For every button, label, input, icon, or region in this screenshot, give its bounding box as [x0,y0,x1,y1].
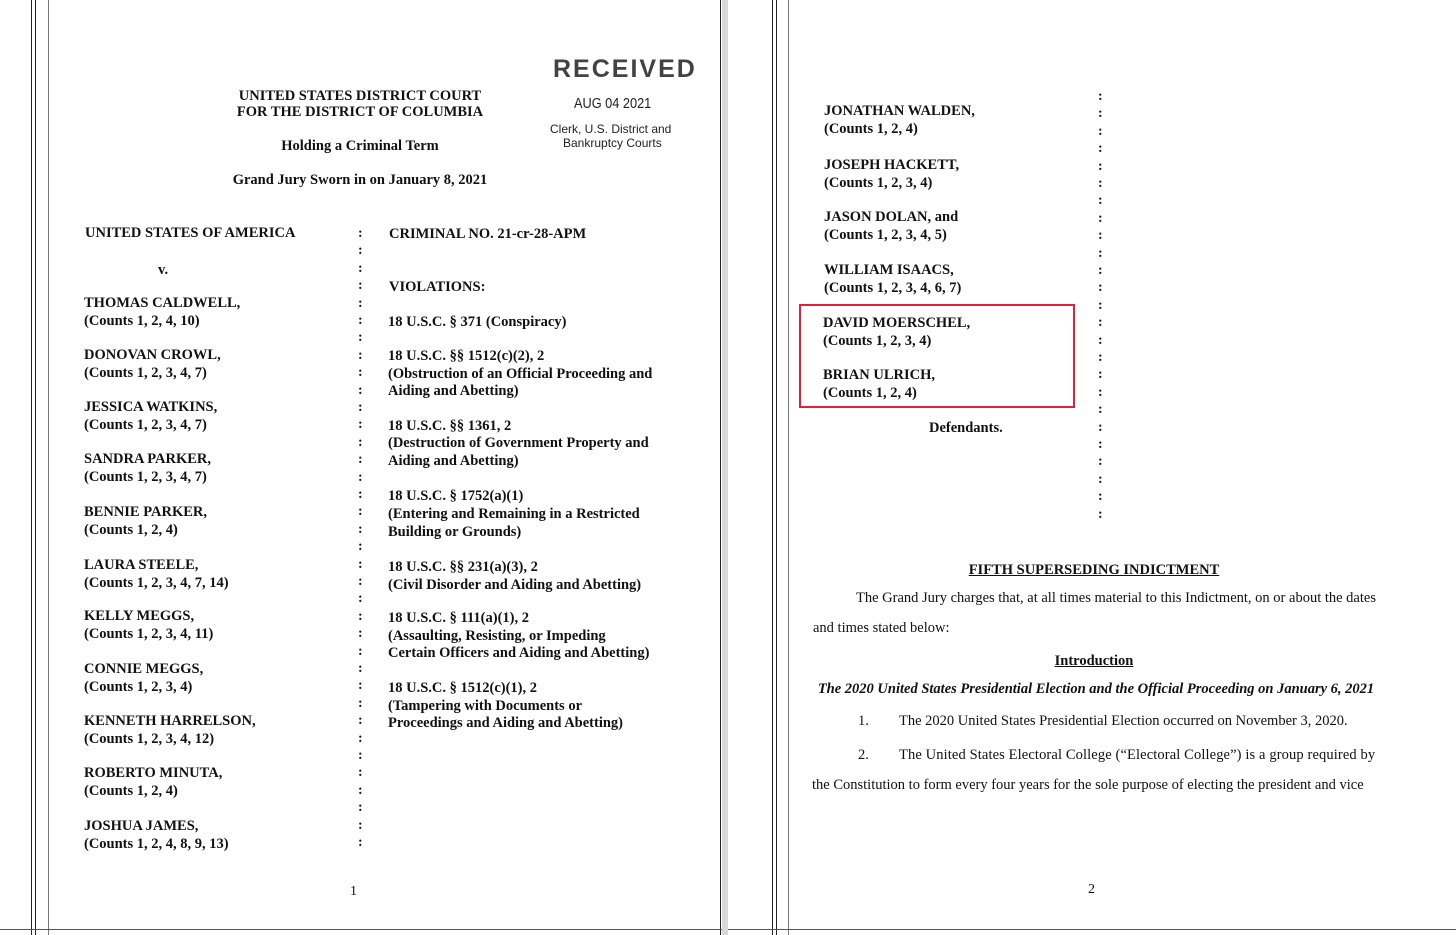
stamp-received: RECEIVED [553,55,697,83]
divider-colon: : [358,330,363,345]
section-subheading: The 2020 United States Presidential Election and the Official Proceeding on January 6, 2021 [817,681,1375,697]
divider-colon: : [358,400,363,415]
violation-line: 18 U.S.C. § 1512(c)(1), 2 [388,680,538,696]
defendant-counts: (Counts 1, 2, 3, 4, 7) [84,365,207,381]
divider-colon: : [358,365,363,380]
item-number: 2. [858,747,869,763]
divider-colon: : [1098,193,1103,208]
stamp-clerk-line-1: Clerk, U.S. District and [550,122,672,136]
page-edge-line [772,0,773,935]
divider-colon: : [358,522,363,537]
section-heading: Introduction [1054,653,1134,669]
violation-line: (Tampering with Documents or [388,698,583,714]
violations-heading: VIOLATIONS: [389,279,486,295]
divider-colon: : [358,591,363,606]
violation-line: Aiding and Abetting) [388,383,519,399]
divider-colon: : [1098,333,1103,348]
court-name-line-1: UNITED STATES DISTRICT COURT [238,88,482,104]
defendant-counts: (Counts 1, 2, 3, 4, 7) [84,417,207,433]
divider-colon: : [358,748,363,763]
divider-colon: : [1098,211,1103,226]
divider-colon: : [1098,298,1103,313]
defendant-name: DONOVAN CROWL, [84,347,221,363]
divider-colon: : [358,278,363,293]
paragraph-continuation: the Constitution to form every four years for the sole purpose of electing the president and vice [812,777,1364,793]
page-edge-line [720,0,721,935]
violation-line: (Assaulting, Resisting, or Impeding [388,628,606,644]
divider-colon: : [1098,507,1103,522]
violation-line: (Entering and Remaining in a Restricted [388,506,640,522]
divider-colon: : [1098,106,1103,121]
highlight-box [799,304,1075,408]
page-edge-line [48,0,49,935]
defendant-name: DAVID MOERSCHEL, [823,315,971,331]
defendant-counts: (Counts 1, 2, 4) [84,522,178,538]
divider-colon: : [358,818,363,833]
divider-colon: : [358,731,363,746]
divider-colon: : [358,713,363,728]
violation-line: 18 U.S.C. §§ 231(a)(3), 2 [388,559,538,575]
defendant-name: WILLIAM ISAACS, [824,262,954,278]
divider-colon: : [358,557,363,572]
page-edge-line [31,0,32,935]
item-text: The 2020 United States Presidential Election occurred on November 3, 2020. [899,713,1348,729]
indictment-title: FIFTH SUPERSEDING INDICTMENT [968,562,1220,578]
divider-colon: : [358,574,363,589]
violation-line: (Civil Disorder and Aiding and Abetting) [388,577,642,593]
defendant-name: JOSHUA JAMES, [84,818,199,834]
divider-colon: : [1098,454,1103,469]
violation-line: Proceedings and Aiding and Abetting) [388,715,624,731]
defendant-counts: (Counts 1, 2, 4, 10) [84,313,200,329]
page-1 [0,0,722,935]
defendant-counts: (Counts 1, 2, 4) [84,783,178,799]
divider-colon: : [358,435,363,450]
defendant-counts: (Counts 1, 2, 3, 4, 7, 14) [84,575,229,591]
defendants-label: Defendants. [929,420,1003,436]
defendant-name: BRIAN ULRICH, [823,367,935,383]
violation-line: Aiding and Abetting) [388,453,519,469]
divider-colon: : [358,261,363,276]
violation-line: 18 U.S.C. § 371 (Conspiracy) [388,314,567,330]
defendant-name: KELLY MEGGS, [84,608,195,624]
divider-colon: : [358,243,363,258]
stamp-clerk-line-2: Bankruptcy Courts [563,136,662,150]
page-bottom-line [0,929,722,930]
page-bottom-line [728,929,1456,930]
divider-colon: : [358,226,363,241]
violation-line: (Obstruction of an Official Proceeding and [388,366,653,382]
defendant-counts: (Counts 1, 2, 3, 4, 11) [84,626,214,642]
defendant-name: SANDRA PARKER, [84,451,212,467]
defendant-counts: (Counts 1, 2, 3, 4) [824,175,933,191]
defendant-counts: (Counts 1, 2, 3, 4, 5) [824,227,947,243]
divider-colon: : [1098,124,1103,139]
case-number: CRIMINAL NO. 21-cr-28-APM [389,226,587,242]
defendant-name: CONNIE MEGGS, [84,661,204,677]
divider-colon: : [358,678,363,693]
divider-colon: : [1098,402,1103,417]
violation-line: 18 U.S.C. §§ 1512(c)(2), 2 [388,348,545,364]
divider-colon: : [358,504,363,519]
defendant-counts: (Counts 1, 2, 4) [823,385,917,401]
grand-jury-sworn: Grand Jury Sworn in on January 8, 2021 [232,172,488,188]
intro-paragraph-line-1: The Grand Jury charges that, at all times material to this Indictment, on or about the dates [856,590,1376,606]
divider-colon: : [358,470,363,485]
violation-line: Certain Officers and Aiding and Abetting) [388,645,650,661]
divider-colon: : [358,626,363,641]
defendant-name: JASON DOLAN, and [824,209,959,225]
divider-colon: : [1098,228,1103,243]
plaintiff: UNITED STATES OF AMERICA [85,225,296,241]
defendant-name: JONATHAN WALDEN, [824,103,975,119]
divider-colon: : [358,644,363,659]
divider-colon: : [358,696,363,711]
violation-line: 18 U.S.C. §§ 1361, 2 [388,418,512,434]
divider-colon: : [358,661,363,676]
intro-paragraph-line-2: and times stated below: [813,620,950,636]
item-number: 1. [858,713,869,729]
divider-colon: : [1098,315,1103,330]
divider-colon: : [1098,280,1103,295]
divider-colon: : [1098,246,1103,261]
divider-colon: : [1098,141,1103,156]
divider-colon: : [1098,420,1103,435]
violation-line: 18 U.S.C. § 111(a)(1), 2 [388,610,529,626]
divider-colon: : [1098,437,1103,452]
page-edge-line [35,0,36,935]
defendant-name: JOSEPH HACKETT, [824,157,960,173]
defendant-counts: (Counts 1, 2, 4) [824,121,918,137]
divider-colon: : [358,609,363,624]
stamp-date: AUG 04 2021 [574,95,652,112]
divider-colon: : [358,487,363,502]
divider-colon: : [358,348,363,363]
defendant-name: JESSICA WATKINS, [84,399,218,415]
divider-colon: : [358,800,363,815]
defendant-name: BENNIE PARKER, [84,504,207,520]
divider-colon: : [1098,89,1103,104]
defendant-name: KENNETH HARRELSON, [84,713,256,729]
divider-colon: : [1098,385,1103,400]
page-number: 1 [350,884,357,899]
defendant-name: THOMAS CALDWELL, [84,295,241,311]
divider-colon: : [1098,472,1103,487]
item-text: The United States Electoral College (“Electoral College”) is a group required by [899,747,1376,763]
violation-line: 18 U.S.C. § 1752(a)(1) [388,488,524,504]
page-edge-line [788,0,789,935]
divider-colon: : [358,417,363,432]
defendant-name: LAURA STEELE, [84,557,199,573]
defendant-counts: (Counts 1, 2, 3, 4, 6, 7) [824,280,962,296]
defendant-counts: (Counts 1, 2, 3, 4, 12) [84,731,215,747]
divider-colon: : [1098,489,1103,504]
divider-colon: : [358,296,363,311]
divider-colon: : [358,313,363,328]
divider-colon: : [358,383,363,398]
violation-line: Building or Grounds) [388,524,522,540]
divider-colon: : [358,539,363,554]
versus: v. [158,262,169,278]
defendant-counts: (Counts 1, 2, 3, 4, 7) [84,469,207,485]
defendant-name: ROBERTO MINUTA, [84,765,223,781]
divider-colon: : [1098,159,1103,174]
court-name-line-2: FOR THE DISTRICT OF COLUMBIA [236,104,484,120]
page-edge-line [776,0,777,935]
page-2 [728,0,1456,935]
defendant-counts: (Counts 1, 2, 3, 4) [823,333,932,349]
divider-colon: : [1098,350,1103,365]
page-number: 2 [1088,882,1095,897]
defendant-counts: (Counts 1, 2, 4, 8, 9, 13) [84,836,229,852]
divider-colon: : [1098,176,1103,191]
divider-colon: : [358,783,363,798]
divider-colon: : [1098,263,1103,278]
criminal-term: Holding a Criminal Term [281,138,439,154]
divider-colon: : [358,765,363,780]
divider-colon: : [1098,367,1103,382]
divider-colon: : [358,835,363,850]
divider-colon: : [358,452,363,467]
violation-line: (Destruction of Government Property and [388,435,649,451]
defendant-counts: (Counts 1, 2, 3, 4) [84,679,193,695]
